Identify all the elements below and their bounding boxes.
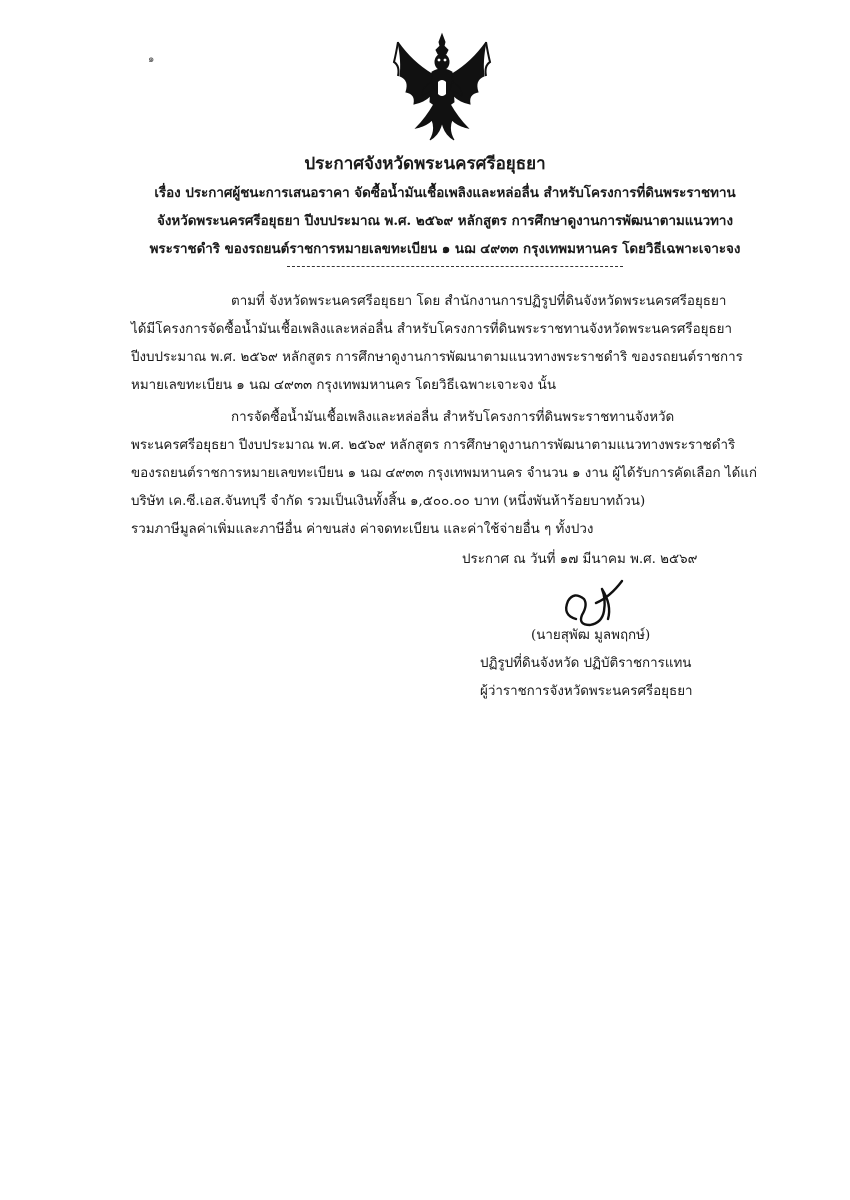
subject-line-1: เรื่อง ประกาศผู้ชนะการเสนอราคา จัดซื้อน้ำมันเชื้อเพลิงและหล่อลื่น สำหรับโครงการที่ดินพระราชทาน	[154, 185, 736, 201]
garuda-emblem-icon	[392, 32, 492, 144]
announcement-date: ประกาศ ณ วันที่ ๑๗ มีนาคม พ.ศ. ๒๕๖๙	[462, 552, 698, 567]
document-title: ประกาศจังหวัดพระนครศรีอยุธยา	[304, 154, 546, 174]
subject-line-2: จังหวัดพระนครศรีอยุธยา ปีงบประมาณ พ.ศ. ๒๕๖๙ หลักสูตร การศึกษาดูงานการพัฒนาตามแนวทาง	[156, 213, 733, 229]
paragraph-2-line-3: ของรถยนต์ราชการหมายเลขทะเบียน ๑ นฌ ๔๙๓๓ กรุงเทพมหานคร จำนวน ๑ งาน ผู้ได้รับการคัดเลือก ได้แก่	[131, 466, 758, 481]
paragraph-2-line-4: บริษัท เค.ซี.เอส.จันทบุรี จำกัด รวมเป็นเงินทั้งสิ้น ๑,๕๐๐.๐๐ บาท (หนึ่งพันห้าร้อยบาทถ้วน)	[131, 494, 646, 509]
paragraph-1-line-2: ได้มีโครงการจัดซื้อน้ำมันเชื้อเพลิงและหล่อลื่น สำหรับโครงการที่ดินพระราชทานจังหวัดพระนครศรีอยุธยา	[131, 322, 733, 337]
paragraph-2-line-1: การจัดซื้อน้ำมันเชื้อเพลิงและหล่อลื่น สำหรับโครงการที่ดินพระราชทานจังหวัด	[231, 410, 675, 425]
paragraph-1-line-4: หมายเลขทะเบียน ๑ นฌ ๔๙๓๓ กรุงเทพมหานคร โดยวิธีเฉพาะเจาะจง นั้น	[131, 378, 556, 393]
paragraph-1-line-1: ตามที่ จังหวัดพระนครศรีอยุธยา โดย สำนักงานการปฏิรูปที่ดินจังหวัดพระนครศรีอยุธยา	[231, 294, 727, 309]
signatory-name: (นายสุพัฒ มูลพฤกษ์)	[531, 628, 651, 643]
paragraph-2-line-2: พระนครศรีอยุธยา ปีงบประมาณ พ.ศ. ๒๕๖๙ หลักสูตร การศึกษาดูงานการพัฒนาตามแนวทางพระราชดำริ	[131, 438, 736, 453]
paragraph-2-line-5: รวมภาษีมูลค่าเพิ่มและภาษีอื่น ค่าขนส่ง ค่าจดทะเบียน และค่าใช้จ่ายอื่น ๆ ทั้งปวง	[131, 522, 594, 537]
signatory-position-1: ปฏิรูปที่ดินจังหวัด ปฏิบัติราชการแทน	[480, 656, 692, 671]
separator-rule	[287, 266, 623, 267]
signatory-position-2: ผู้ว่าราชการจังหวัดพระนครศรีอยุธยา	[480, 684, 693, 699]
page-number: ๑	[148, 54, 155, 65]
subject-line-3: พระราชดำริ ของรถยนต์ราชการหมายเลขทะเบียน ๑ นฌ ๔๙๓๓ กรุงเทพมหานคร โดยวิธีเฉพาะเจาะจง	[149, 241, 741, 257]
paragraph-1-line-3: ปีงบประมาณ พ.ศ. ๒๕๖๙ หลักสูตร การศึกษาดูงานการพัฒนาตามแนวทางพระราชดำริ ของรถยนต์ราชการ	[131, 350, 743, 365]
